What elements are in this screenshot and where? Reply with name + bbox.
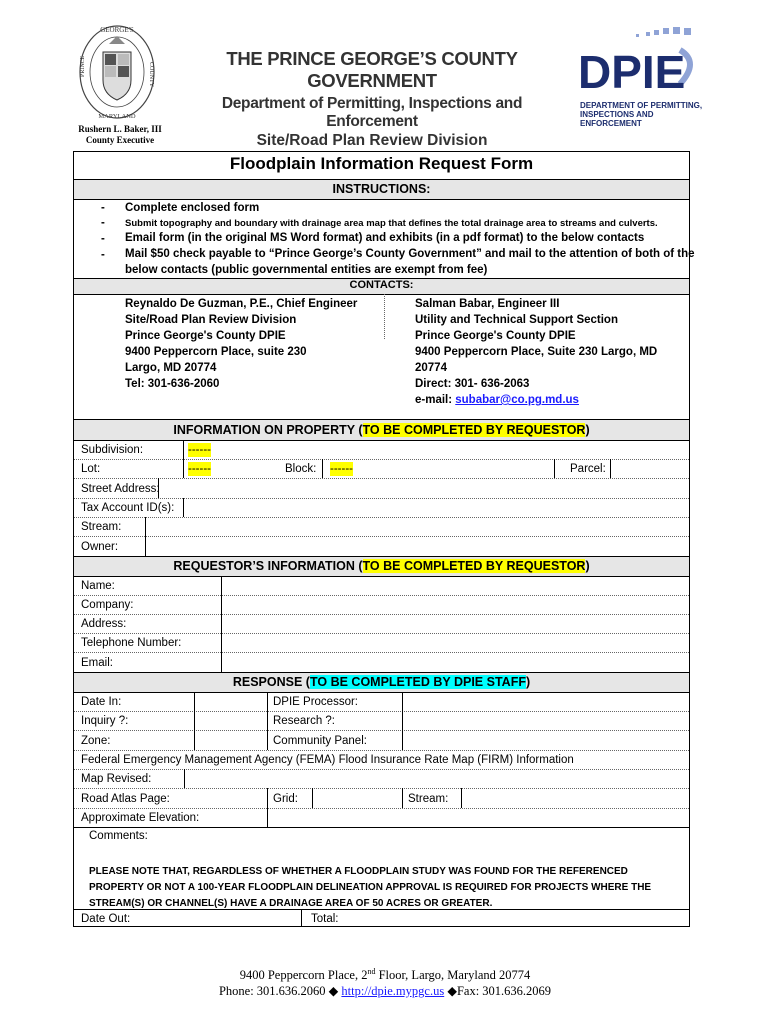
- company-label: Company:: [81, 599, 134, 611]
- email-field-label: Email:: [81, 657, 113, 669]
- instruction-bullet: -: [101, 217, 105, 229]
- instruction-bullet: -: [101, 249, 105, 261]
- dpie-sub-line-2: INSPECTIONS AND ENFORCEMENT: [580, 110, 654, 128]
- government-heading: [176, 48, 568, 150]
- seal-text-bottom: MARYLAND: [98, 113, 136, 120]
- response-heading-pre: RESPONSE (: [232, 675, 310, 689]
- zone-label: Zone:: [81, 735, 111, 747]
- contact-right-line: Direct: 301- 636-2063: [415, 378, 530, 390]
- footer-website-link[interactable]: http://dpie.mypgc.us: [341, 984, 445, 998]
- contact-left-line: Tel: 301-636-2060: [125, 378, 220, 390]
- subdivision-value[interactable]: ------: [188, 444, 211, 456]
- contact-right: [415, 296, 689, 408]
- community-panel-label: Community Panel:: [273, 735, 367, 747]
- footer-contact: [0, 983, 770, 999]
- total-label: Total:: [311, 913, 339, 925]
- contact-left-line: Prince George's County DPIE: [125, 330, 286, 342]
- footer-address-post: Floor, Largo, Maryland 20774: [375, 968, 531, 983]
- footer-phone: Phone: 301.636.2060: [218, 984, 329, 998]
- instruction-4: Mail $50 check payable to “Prince George’s County Government” and mail to the attention of both of the: [125, 248, 695, 260]
- date-in-label: Date In:: [81, 696, 122, 708]
- road-atlas-label: Road Atlas Page:: [81, 793, 170, 805]
- response-stream-label: Stream:: [408, 793, 449, 805]
- division-name: Site/Road Plan Review Division: [256, 132, 488, 149]
- form-title: Floodplain Information Request Form: [229, 154, 534, 173]
- date-out-label: Date Out:: [81, 913, 131, 925]
- executive-name: Rushern L. Baker, III: [78, 124, 162, 134]
- contact-right-line: 9400 Peppercorn Place, Suite 230 Largo, MD 20774: [415, 346, 658, 374]
- instruction-3: Email form (in the original MS Word format) and exhibits (in a pdf format) to the below contacts: [125, 232, 645, 244]
- dpie-logo-text: DPIE: [578, 46, 686, 98]
- diamond-icon: ◆: [328, 984, 339, 998]
- requestor-heading-post: ): [585, 559, 590, 573]
- county-executive: [62, 124, 178, 146]
- instruction-2: Submit topography and boundary with drainage area map that defines the total drainage area to streams and culverts.: [125, 218, 658, 229]
- map-revised-label: Map Revised:: [81, 773, 152, 785]
- inquiry-label: Inquiry ?:: [81, 715, 129, 727]
- contact-left-line: Site/Road Plan Review Division: [125, 314, 297, 326]
- contact-right-line: Salman Babar, Engineer III: [415, 298, 560, 310]
- property-heading: [74, 423, 689, 437]
- grid-label: Grid:: [273, 793, 298, 805]
- executive-title: County Executive: [85, 135, 155, 145]
- instruction-bullet: -: [101, 202, 105, 214]
- instructions-heading: INSTRUCTIONS:: [332, 182, 431, 196]
- requestor-heading: [74, 559, 689, 573]
- contact-left: [125, 296, 357, 392]
- owner-label: Owner:: [81, 541, 119, 553]
- seal-text-left: PRINCE: [80, 55, 86, 77]
- footer-address: [0, 967, 770, 983]
- lot-value[interactable]: ------: [188, 463, 211, 475]
- footer-address-sup: nd: [367, 967, 376, 976]
- contacts-heading: CONTACTS:: [349, 279, 414, 291]
- tax-account-label: Tax Account ID(s):: [81, 502, 175, 514]
- name-label: Name:: [81, 580, 115, 592]
- instruction-bullet: -: [101, 233, 105, 245]
- floodplain-note: [89, 864, 651, 912]
- dpie-subtitle: [580, 101, 710, 128]
- contact-left-line: Largo, MD 20774: [125, 362, 217, 374]
- contact-right-email-line: [415, 392, 689, 408]
- research-label: Research ?:: [273, 715, 336, 727]
- response-heading-highlight: TO BE COMPLETED BY DPIE STAFF: [309, 675, 526, 689]
- address-label: Address:: [81, 618, 127, 630]
- note-line: STREAM(S) OR CHANNEL(S) HAVE A DRAINAGE AREA OF 50 ACRES OR GREATER.: [89, 898, 493, 909]
- lot-label: Lot:: [81, 463, 101, 475]
- telephone-label: Telephone Number:: [81, 637, 182, 649]
- stream-label: Stream:: [81, 521, 122, 533]
- property-heading-highlight: TO BE COMPLETED BY REQUESTOR: [362, 423, 586, 437]
- note-line: PROPERTY OR NOT A 100-YEAR FLOODPLAIN DELINEATION APPROVAL IS REQUIRED FOR PROJECTS WHERE THE: [89, 882, 652, 893]
- government-name: THE PRINCE GEORGE’S COUNTY GOVERNMENT: [226, 48, 518, 91]
- response-heading-post: ): [525, 675, 531, 689]
- requestor-heading-highlight: TO BE COMPLETED BY REQUESTOR: [362, 559, 586, 573]
- subdivision-label: Subdivision:: [81, 444, 144, 456]
- diamond-icon: ◆: [447, 984, 457, 998]
- block-label: Block:: [285, 463, 317, 475]
- contact-left-line: 9400 Peppercorn Place, suite 230: [125, 346, 307, 358]
- county-seal-logo: [77, 22, 157, 122]
- contact-right-line: Prince George's County DPIE: [415, 330, 576, 342]
- street-address-label: Street Address:: [81, 483, 160, 495]
- contact-left-line: Reynaldo De Guzman, P.E., Chief Engineer: [125, 298, 358, 310]
- seal-text-right: COUNTY: [148, 62, 154, 87]
- approx-elevation-label: Approximate Elevation:: [81, 812, 200, 824]
- floodplain-form: [73, 151, 695, 927]
- instruction-1: Complete enclosed form: [125, 202, 260, 214]
- instruction-4-cont: below contacts (public governmental entities are exempt from fee): [125, 264, 488, 276]
- footer-fax: Fax: 301.636.2069: [456, 984, 552, 998]
- comments-label: Comments:: [89, 830, 148, 842]
- department-name: Department of Permitting, Inspections and Enforcement: [221, 95, 523, 130]
- property-heading-pre: INFORMATION ON PROPERTY (: [173, 423, 363, 437]
- fema-firm-line: Federal Emergency Management Agency (FEMA) Flood Insurance Rate Map (FIRM) Information: [81, 754, 574, 766]
- property-heading-post: ): [585, 423, 590, 437]
- email-label: e-mail:: [415, 394, 456, 406]
- dpie-sub-line-1: DEPARTMENT OF PERMITTING,: [580, 101, 703, 110]
- contact-right-line: Utility and Technical Support Section: [415, 314, 618, 326]
- block-value[interactable]: ------: [330, 463, 353, 475]
- email-link[interactable]: subabar@co.pg.md.us: [455, 394, 579, 406]
- dpie-processor-label: DPIE Processor:: [273, 696, 358, 708]
- note-line: PLEASE NOTE THAT, REGARDLESS OF WHETHER A FLOODPLAIN STUDY WAS FOUND FOR THE REFERENCED: [89, 866, 628, 877]
- requestor-heading-pre: REQUESTOR’S INFORMATION (: [173, 559, 363, 573]
- response-heading: [74, 675, 689, 689]
- footer-address-pre: 9400 Peppercorn Place, 2: [239, 968, 368, 983]
- parcel-label: Parcel:: [570, 463, 606, 475]
- seal-text-top: GEORGE'S: [100, 26, 134, 34]
